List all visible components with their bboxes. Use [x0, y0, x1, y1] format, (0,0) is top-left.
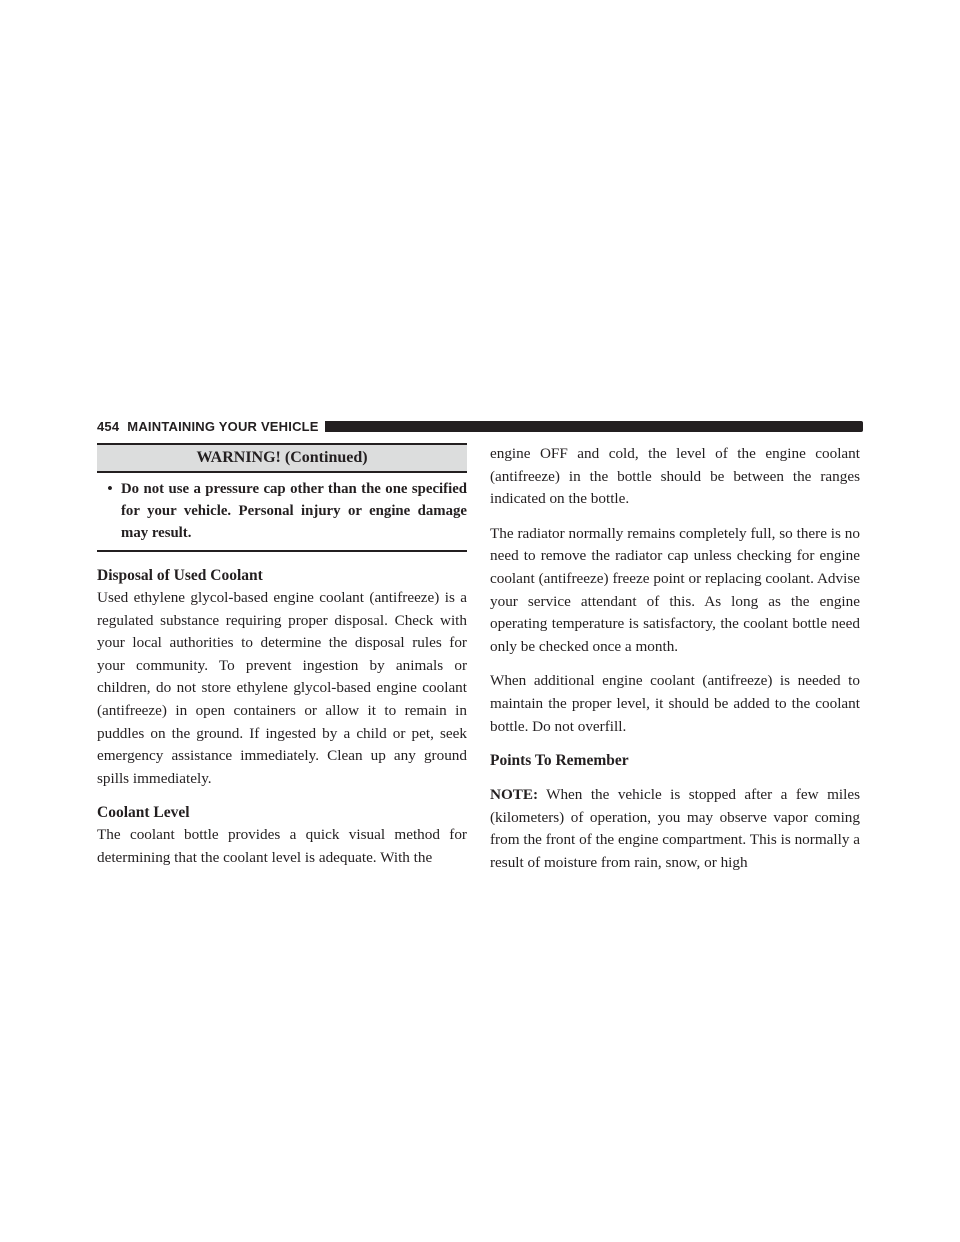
disposal-heading: Disposal of Used Coolant	[97, 567, 263, 584]
note-paragraph	[490, 784, 860, 874]
coolant-level-body-start: The coolant bottle provides a quick visual method for determining that the coolant level is adequate. With the	[97, 826, 467, 866]
disposal-body: Used ethylene glycol-based engine coolant (antifreeze) is a regulated substance requiring proper disposal. Check with your local authorities to determine the disposal rules for your community. To prevent ingestion by animals or children, do not store ethylene glycol-based engine coolant (antifreeze) in open containers or allow it to remain in puddles on the ground. If ingested by a child or pet, seek emergency assistance immediately. Clean up any ground spills immediately.	[97, 589, 467, 787]
note-text: When the vehicle is stopped after a few miles (kilometers) of operation, you may observe vapor coming from the front of the engine compartment. This is normally a result of moisture from rain, snow, or high	[490, 786, 860, 871]
note-label: NOTE:	[490, 786, 539, 804]
radiator-paragraph: The radiator normally remains completely full, so there is no need to remove the radiator cap unless checking for engine coolant (antifreeze) freeze point or replacing coolant. Advise your service attendant of this. As long as the engine operating temperature is satisfactory, the coolant bottle need only be checked once a month.	[490, 524, 860, 655]
coolant-level-body-continued: engine OFF and cold, the level of the engine coolant (antifreeze) in the bottle should be between the ranges indicated on the bottle.	[490, 445, 860, 508]
points-heading: Points To Remember	[490, 752, 629, 770]
page-number: 454	[97, 418, 120, 434]
section-title: MAINTAINING YOUR VEHICLE	[127, 418, 319, 434]
bullet-icon: •	[107, 481, 113, 497]
header-rule	[325, 421, 863, 432]
warning-item	[97, 473, 467, 550]
left-column	[97, 443, 467, 870]
additional-coolant-paragraph: When additional engine coolant (antifreeze) is needed to maintain the proper level, it should be added to the coolant bottle. Do not overfill.	[490, 672, 860, 735]
coolant-level-heading: Coolant Level	[97, 804, 190, 822]
warning-title: WARNING! (Continued)	[97, 443, 467, 473]
warning-text: Do not use a pressure cap other than the one specified for your vehicle. Personal injury or engine damage may result.	[121, 481, 467, 541]
warning-box	[97, 443, 467, 552]
page-header	[97, 416, 863, 436]
right-column	[490, 443, 860, 875]
